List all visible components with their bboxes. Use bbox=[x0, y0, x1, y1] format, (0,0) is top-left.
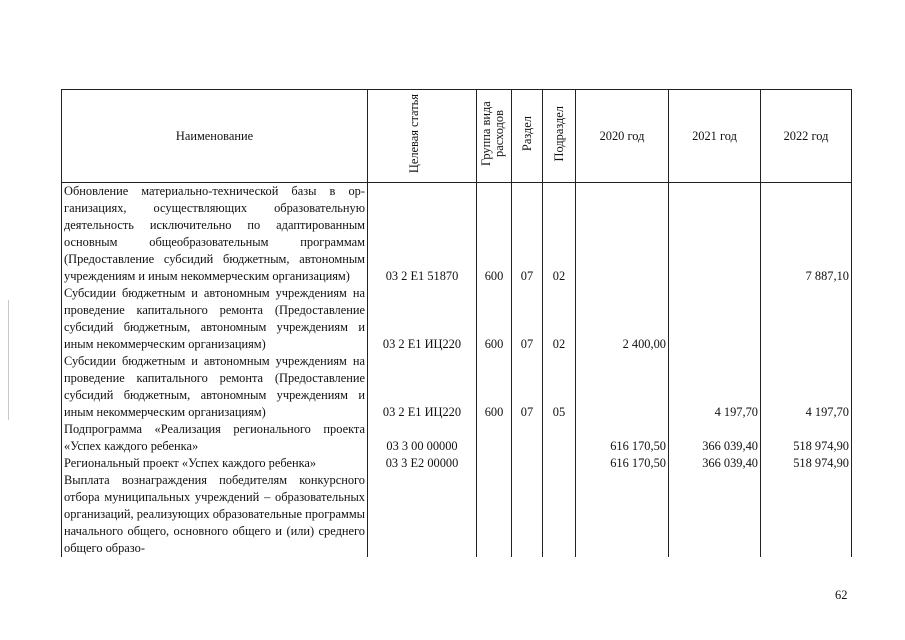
row-name: Субсидии бюджетным и автономным учреждениям на проведение капитального ремонта (Предоставление субсидий бюджетным, автономным учреждениям и иным некоммерческим организациям) bbox=[62, 353, 368, 421]
row-2022 bbox=[761, 472, 852, 557]
row-section: 07 bbox=[512, 183, 543, 286]
row-section: 07 bbox=[512, 285, 543, 353]
table-row bbox=[62, 472, 852, 557]
row-name: Обновление материально-технической базы в организациях, осуществляющих образовательную деятельность исключительно по адаптированным основным общеобразовательным программам (Предоставление субсидий бюджетным, автономным учреждениям и иным некоммерческим организациям) bbox=[62, 183, 368, 286]
row-subsection bbox=[543, 455, 576, 472]
table-row bbox=[62, 183, 852, 286]
table-header-row bbox=[62, 90, 852, 183]
header-2020: 2020 год bbox=[576, 90, 669, 183]
row-2022 bbox=[761, 285, 852, 353]
header-group: Группа вида расходов bbox=[477, 90, 512, 183]
header-name: Наименование bbox=[62, 90, 368, 183]
row-subsection bbox=[543, 472, 576, 557]
row-subsection: 02 bbox=[543, 183, 576, 286]
row-subsection bbox=[543, 421, 576, 455]
row-section bbox=[512, 421, 543, 455]
row-2021: 366 039,40 bbox=[669, 421, 761, 455]
page-number: 62 bbox=[835, 588, 848, 602]
row-group: 600 bbox=[477, 183, 512, 286]
row-name: Подпрограмма «Реализация регионального проекта «Успех каждого ребенка» bbox=[62, 421, 368, 455]
row-2022: 518 974,90 bbox=[761, 421, 852, 455]
header-2021: 2021 год bbox=[669, 90, 761, 183]
row-name: Субсидии бюджетным и автономным учреждениям на проведение капитального ремонта (Предоставление субсидий бюджетным, автономным учреждениям и иным некоммерческим организациям) bbox=[62, 285, 368, 353]
table-row bbox=[62, 455, 852, 472]
row-target: 03 3 00 00000 bbox=[368, 421, 477, 455]
table-row bbox=[62, 421, 852, 455]
row-2021 bbox=[669, 285, 761, 353]
row-subsection: 05 bbox=[543, 353, 576, 421]
row-2020: 616 170,50 bbox=[576, 421, 669, 455]
scan-margin-mark bbox=[8, 300, 9, 420]
row-section bbox=[512, 455, 543, 472]
row-2021: 4 197,70 bbox=[669, 353, 761, 421]
header-subsection: Подраздел bbox=[543, 90, 576, 183]
header-section: Раздел bbox=[512, 90, 543, 183]
row-group bbox=[477, 421, 512, 455]
row-2020 bbox=[576, 353, 669, 421]
row-section bbox=[512, 472, 543, 557]
row-section: 07 bbox=[512, 353, 543, 421]
table-row bbox=[62, 353, 852, 421]
row-target bbox=[368, 472, 477, 557]
header-2022: 2022 год bbox=[761, 90, 852, 183]
row-subsection: 02 bbox=[543, 285, 576, 353]
row-name: Выплата вознаграждения победителям конкурсного отбора муниципальных учреждений – образовательных организаций, реализующих образовательные программы начального общего, основного общего и (или) среднего общего образо- bbox=[62, 472, 368, 557]
row-target: 03 3 Е2 00000 bbox=[368, 455, 477, 472]
row-target: 03 2 Е1 ИЦ220 bbox=[368, 285, 477, 353]
row-group bbox=[477, 455, 512, 472]
row-2020: 616 170,50 bbox=[576, 455, 669, 472]
row-2022: 7 887,10 bbox=[761, 183, 852, 286]
row-2022: 4 197,70 bbox=[761, 353, 852, 421]
row-2021: 366 039,40 bbox=[669, 455, 761, 472]
row-2020: 2 400,00 bbox=[576, 285, 669, 353]
row-group bbox=[477, 472, 512, 557]
row-target: 03 2 Е1 51870 bbox=[368, 183, 477, 286]
header-target: Целевая статья bbox=[368, 90, 477, 183]
row-name: Региональный проект «Успех каждого ребенка» bbox=[62, 455, 368, 472]
row-2020 bbox=[576, 472, 669, 557]
table-row bbox=[62, 285, 852, 353]
row-2020 bbox=[576, 183, 669, 286]
row-group: 600 bbox=[477, 285, 512, 353]
row-target: 03 2 Е1 ИЦ220 bbox=[368, 353, 477, 421]
budget-table bbox=[61, 89, 852, 557]
row-2022: 518 974,90 bbox=[761, 455, 852, 472]
row-2021 bbox=[669, 183, 761, 286]
row-group: 600 bbox=[477, 353, 512, 421]
row-2021 bbox=[669, 472, 761, 557]
